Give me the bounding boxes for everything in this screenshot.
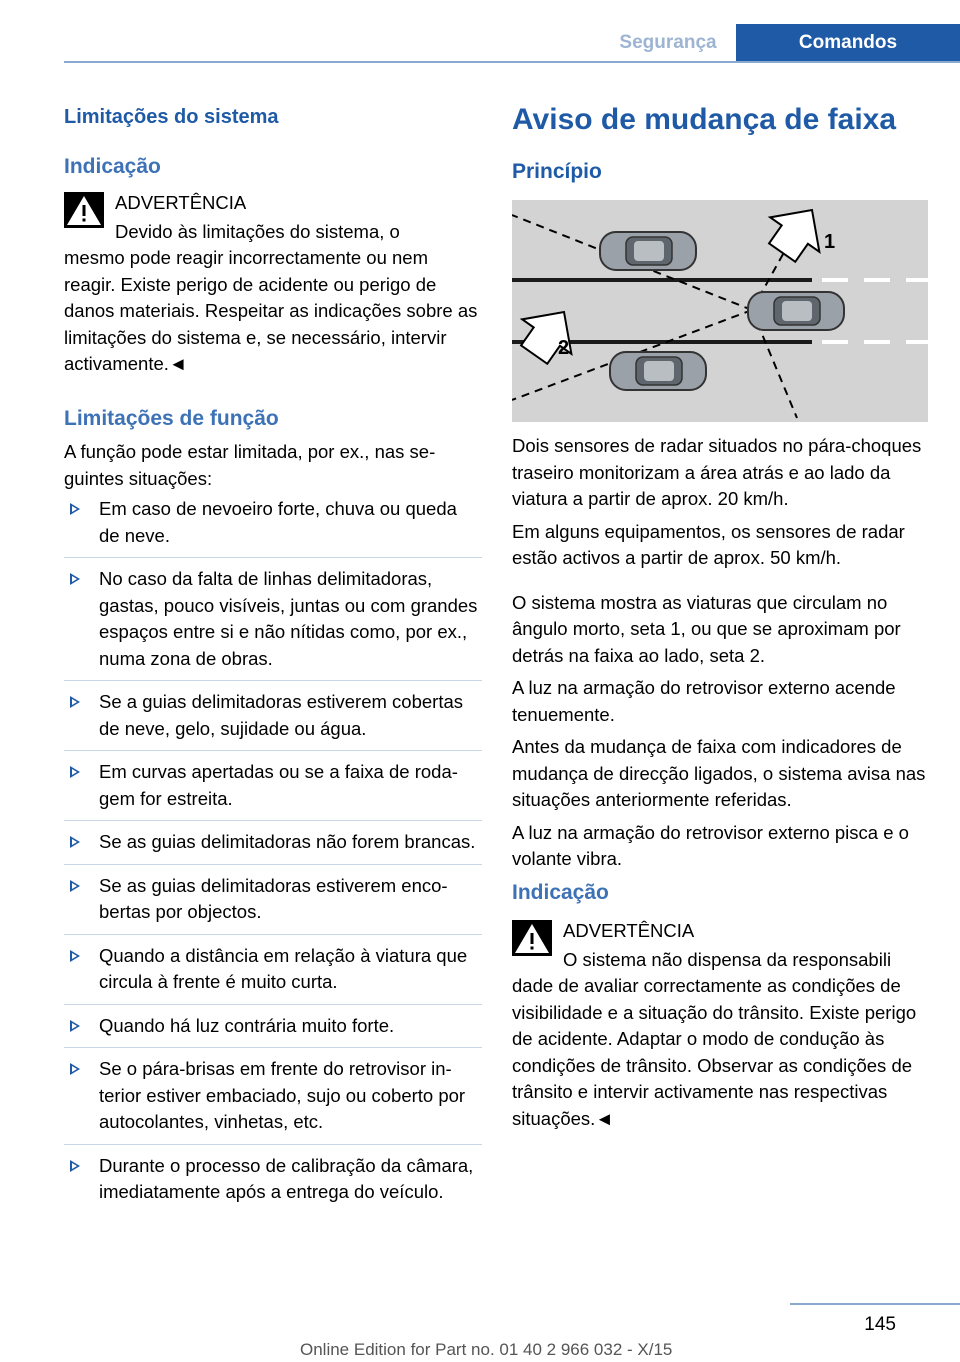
paragraph: A luz na armação do retrovisor externo acende tenuemente. <box>512 677 896 725</box>
limits-heading: Limitações de função <box>64 407 279 430</box>
header-rule <box>64 61 960 63</box>
paragraph: Em alguns equipamentos, os sensores de radar estão activos a partir de aprox. 50 km/h. <box>512 520 905 568</box>
paragraph: A luz na armação do retrovisor externo pisca e o volante vibra. <box>512 821 909 869</box>
list-item: Durante o processo de calibração da câmara, imediatamente após a entrega do veículo. <box>64 1144 482 1214</box>
lane-change-illustration <box>512 200 928 422</box>
warning-first-line-left: Devido às limitações do sistema, o <box>115 220 400 242</box>
footer-rule <box>790 1303 960 1305</box>
warning-box-right <box>512 918 930 1132</box>
triangle-bullet-icon <box>70 696 80 708</box>
warning-box-left <box>64 190 482 378</box>
car-ego <box>748 292 844 330</box>
paragraph: Dois sensores de radar situados no pára-choques traseiro monitorizam a área atrás e ao lado da viatura a partir de aprox. 20 km/h. <box>512 435 922 509</box>
body-text-right <box>512 433 930 873</box>
warning-first-line-right: O sistema não dispensa da responsabili <box>563 948 892 970</box>
limitations-list <box>64 496 482 1214</box>
warning-text-left: mesmo pode reagir incorrectamente ou nem reagir. Existe perigo de acidente ou perigo de danos materiais. Respeitar as indicações sobre as limitações do sistema e, se necessário, intervir activamente.◄ <box>64 247 478 374</box>
list-item: Se a guias delimitadoras estiverem cobertas de neve, gelo, sujidade ou água. <box>64 680 482 750</box>
triangle-bullet-icon <box>70 573 80 585</box>
arrow-1-label: 1 <box>824 231 836 253</box>
list-item: Se o pára-brisas em frente do retrovisor interior estiver embaciado, sujo ou coberto por autocolantes, vinhetas, etc. <box>64 1047 482 1144</box>
tab-seguranca[interactable]: Segurança <box>619 31 717 53</box>
car-blind-spot <box>600 232 696 270</box>
limits-intro: A função pode estar limitada, por ex., nas seguintes situações: <box>64 441 436 489</box>
list-item: Em caso de nevoeiro forte, chuva ou queda de neve. <box>64 496 482 557</box>
list-item: Quando a distância em relação à viatura que circula à frente é muito curta. <box>64 934 482 1004</box>
list-item: Se as guias delimitadoras não forem brancas. <box>64 820 482 864</box>
section-title-limitacoes: Limitações do sistema <box>64 106 279 128</box>
note-heading-right: Indicação <box>512 881 609 904</box>
page-number: 145 <box>864 1314 896 1335</box>
paragraph: O sistema mostra as viaturas que circulam no ângulo morto, seta 1, ou que se aproximam por detrás na faixa ao lado, seta 2. <box>512 591 901 666</box>
warning-label-right: ADVERTÊNCIA <box>563 920 695 941</box>
paragraph: Antes da mudança de faixa com indicadores de mudança de direcção ligados, o sistema avisa nas situações anteriormente referidas. <box>512 736 926 810</box>
list-item: No caso da falta de linhas delimitadoras, gastas, pouco visíveis, juntas ou com grandes espaços entre si e não nítidas como, por ex., numa zona de obras. <box>64 557 482 680</box>
arrow-2-label: 2 <box>558 337 570 359</box>
edition-footer: Online Edition for Part no. 01 40 2 966 032 - X/15 <box>300 1340 673 1359</box>
warning-label-left: ADVERTÊNCIA <box>115 192 247 213</box>
triangle-bullet-icon <box>70 1020 80 1032</box>
list-item: Se as guias delimitadoras estiverem encobertas por objectos. <box>64 864 482 934</box>
principle-heading: Princípio <box>512 160 602 183</box>
triangle-bullet-icon <box>70 1063 80 1075</box>
list-item: Quando há luz contrária muito forte. <box>64 1004 482 1048</box>
triangle-bullet-icon <box>70 836 80 848</box>
list-item: Em curvas apertadas ou se a faixa de rodagem for estreita. <box>64 750 482 820</box>
triangle-bullet-icon <box>70 950 80 962</box>
triangle-bullet-icon <box>70 503 80 515</box>
triangle-bullet-icon <box>70 880 80 892</box>
page-header <box>0 24 960 62</box>
lane-diagram-svg <box>512 200 928 422</box>
warning-triangle-icon <box>512 920 552 956</box>
car-approaching <box>610 352 706 390</box>
warning-text-right: dade de avaliar correctamente as condições de visibilidade e a situação do trânsito. Existe perigo de acidente. Adaptar o modo de condução às condições de trânsito. Observar as condições de trânsito e intervir activamente nas respectivas situações.◄ <box>512 975 917 1129</box>
tab-comandos[interactable]: Comandos <box>736 24 960 62</box>
page-title: Aviso de mudança de faixa <box>512 103 897 136</box>
warning-triangle-icon <box>64 192 104 228</box>
triangle-bullet-icon <box>70 1160 80 1172</box>
note-heading-left: Indicação <box>64 155 161 178</box>
triangle-bullet-icon <box>70 766 80 778</box>
